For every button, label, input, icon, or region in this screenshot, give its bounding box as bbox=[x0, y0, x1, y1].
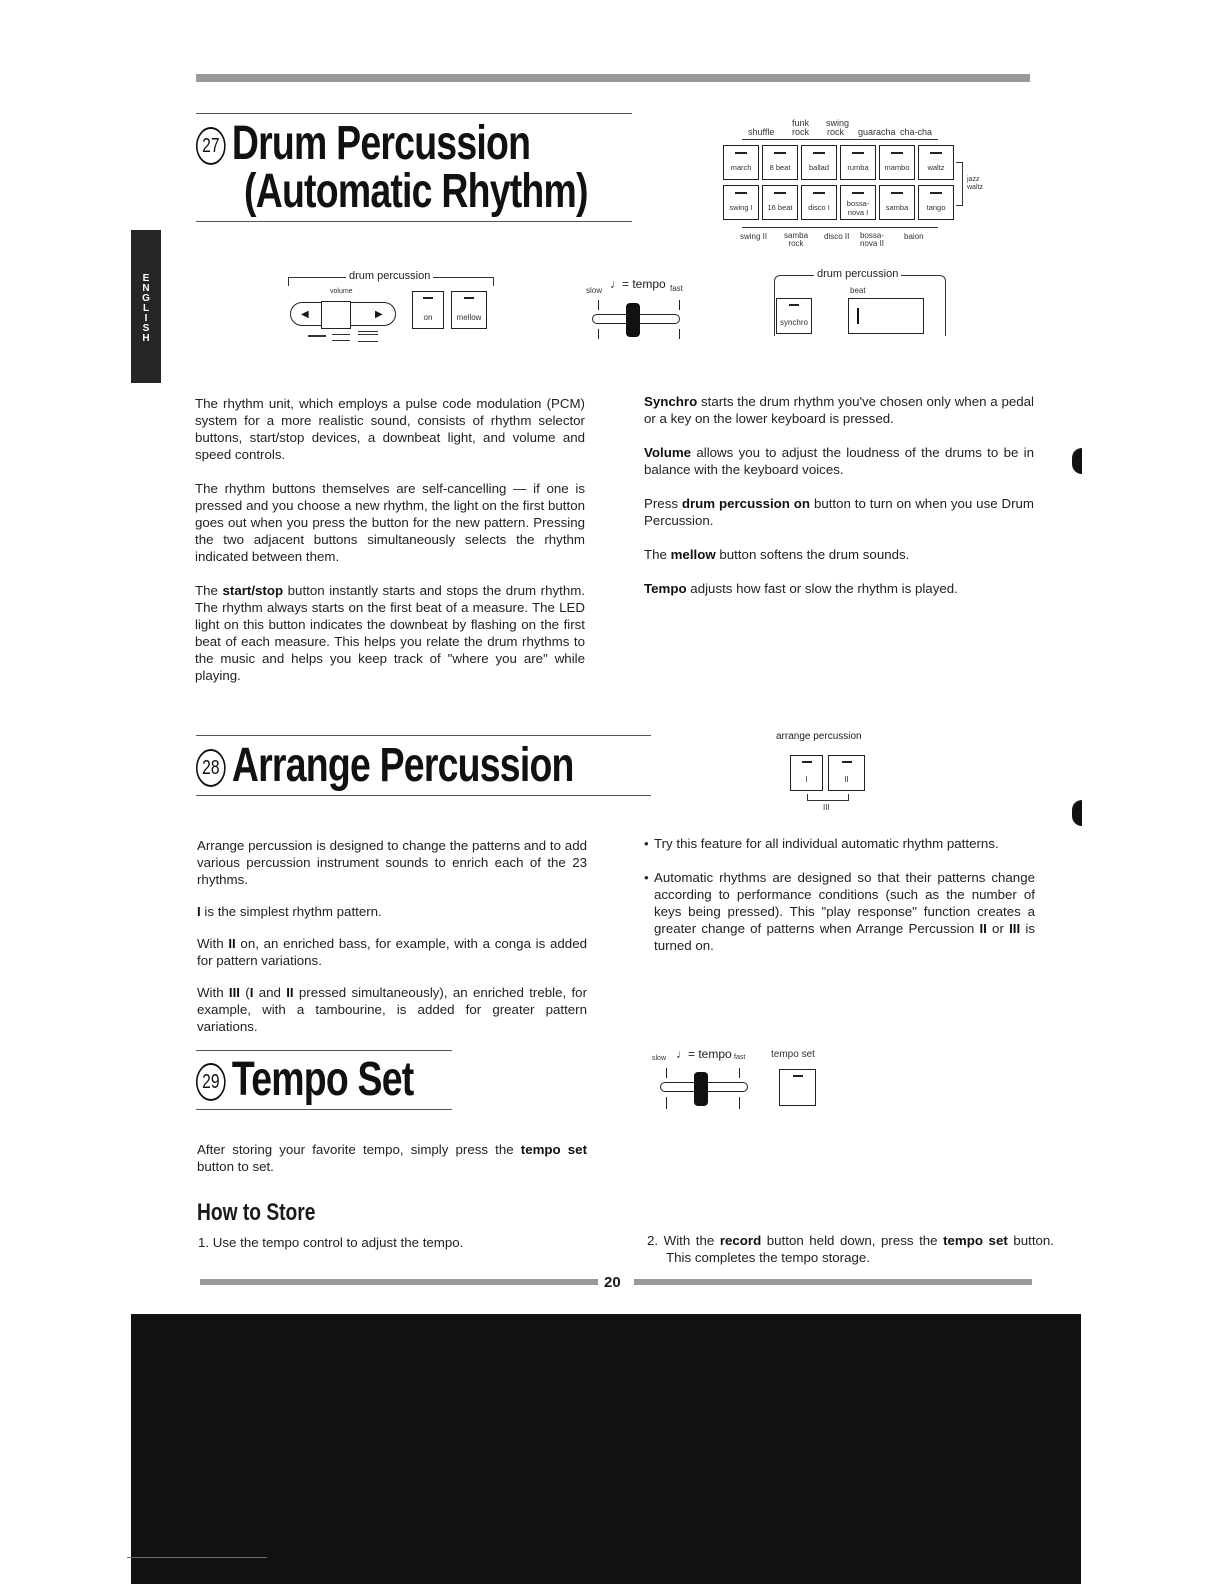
language-tab bbox=[131, 230, 161, 383]
language-tab-letter: S bbox=[142, 323, 150, 334]
synchro-panel-title: drum percussion bbox=[814, 268, 901, 280]
bottom-label: bossa- nova II bbox=[860, 231, 885, 248]
volume-down-icon[interactable]: ◀ bbox=[301, 309, 309, 320]
synchro-button[interactable]: synchro bbox=[776, 298, 812, 334]
paragraph: The rhythm buttons themselves are self-cancelling — if one is pressed and you choose a new rhythm, the light on the first button goes out when you press the button for the new pattern. Pressing the two adjacent buttons simultaneously selects the rhythm indicated between them. bbox=[195, 481, 585, 564]
drum-percussion-on-button[interactable]: on bbox=[412, 291, 444, 329]
section-number: 28 bbox=[196, 749, 226, 787]
tempo-set-button[interactable] bbox=[779, 1069, 816, 1106]
volume-up-icon[interactable]: ▶ bbox=[375, 309, 383, 320]
slow-label: slow bbox=[652, 1055, 667, 1062]
arrange-combined-label: III bbox=[823, 803, 830, 812]
fast-label: fast bbox=[670, 284, 683, 293]
paragraph-drum-on: Press drum percussion on button to turn on when you use Drum Percussion. bbox=[644, 496, 1034, 528]
bullet-item: • Try this feature for all individual automatic rhythm patterns. bbox=[644, 836, 999, 851]
bottom-rule-bar bbox=[200, 1279, 598, 1285]
title-rule-top bbox=[196, 1050, 452, 1051]
paragraph: The rhythm unit, which employs a pulse code modulation (PCM) system for a more realistic sound, consists of rhythm selector buttons, start/stop devices, a downbeat light, and volume and speed controls. bbox=[195, 396, 585, 462]
rhythm-button-8beat[interactable]: 8 beat bbox=[762, 145, 798, 180]
fast-label: fast bbox=[734, 1054, 746, 1061]
language-tab-letter: I bbox=[144, 313, 148, 324]
drum-percussion-label: drum percussion bbox=[346, 270, 433, 282]
rhythm-button-bossa-nova-1[interactable]: bossa- nova I bbox=[840, 185, 876, 220]
bottom-label: swing II bbox=[740, 232, 768, 241]
section-number: 29 bbox=[196, 1063, 226, 1101]
language-tab-letter: G bbox=[142, 293, 150, 304]
section-27-title: 27 Drum Percussion bbox=[196, 116, 530, 171]
paragraph: With III (I and II pressed simultaneously), an enriched treble, for example, with a tambourine, is added for greater pattern variations. bbox=[197, 985, 588, 1034]
top-rule-bar bbox=[196, 74, 1030, 82]
top-label: swing bbox=[826, 118, 850, 128]
volume-control[interactable] bbox=[290, 302, 396, 326]
arrange-button-1[interactable]: I bbox=[790, 755, 823, 791]
section-28-left-text bbox=[197, 837, 587, 1035]
rhythm-button-tango[interactable]: tango bbox=[918, 185, 954, 220]
rhythm-button-samba[interactable]: samba bbox=[879, 185, 915, 220]
language-tab-letter: E bbox=[142, 273, 150, 284]
step-1: 1. Use the tempo control to adjust the tempo. bbox=[198, 1235, 464, 1250]
tempo-slider-panel-2 bbox=[652, 1045, 762, 1115]
paragraph-start-stop: The start/stop button instantly starts and stops the drum rhythm. The rhythm always starts on the first beat of a measure. The LED light on this button indicates the downbeat by flashing on the first beat of each measure. This helps you relate the drum rhythms to the music and helps you keep track of "where you are" while playing. bbox=[195, 583, 586, 683]
drum-percussion-panel bbox=[286, 268, 496, 350]
title-rule-top bbox=[196, 113, 632, 114]
language-tab-letter: N bbox=[142, 283, 150, 294]
margin-tab-mark bbox=[1072, 800, 1082, 826]
paragraph: Arrange percussion is designed to change the patterns and to add various percussion instrument sounds to enrich each of the 23 rhythms. bbox=[197, 838, 587, 887]
title-rule-bottom bbox=[196, 1109, 452, 1110]
arrange-percussion-label: arrange percussion bbox=[776, 731, 862, 742]
language-tab-letter: H bbox=[142, 333, 150, 344]
bottom-label: disco II bbox=[824, 232, 850, 241]
volume-label: volume bbox=[330, 288, 353, 295]
how-to-store-heading: How to Store bbox=[197, 1199, 316, 1226]
top-label: shuffle bbox=[748, 127, 775, 137]
page-number: 20 bbox=[604, 1274, 621, 1291]
paragraph: I is the simplest rhythm pattern. bbox=[197, 904, 382, 919]
section-27-left-text bbox=[195, 395, 585, 684]
scan-dark-area bbox=[131, 1314, 1081, 1584]
margin-tab-mark bbox=[1072, 448, 1082, 474]
tempo-label: ♩= tempo bbox=[610, 277, 666, 291]
side-label: jazz waltz bbox=[967, 176, 983, 191]
synchro-panel bbox=[772, 266, 948, 341]
paragraph-volume: Volume allows you to adjust the loudness of the drums to be in balance with the keyboard voices. bbox=[644, 445, 1034, 477]
top-label: funk bbox=[792, 118, 810, 128]
paragraph: With II on, an enriched bass, for example, with a conga is added for pattern variations. bbox=[197, 936, 587, 968]
arrange-button-2[interactable]: II bbox=[828, 755, 865, 791]
title-rule-bottom bbox=[196, 795, 651, 796]
rhythm-button-disco-1[interactable]: disco I bbox=[801, 185, 837, 220]
arrange-percussion-panel bbox=[776, 730, 896, 820]
paragraph: After storing your favorite tempo, simply press the tempo set button to set. bbox=[197, 1142, 587, 1174]
title-rule-bottom bbox=[196, 221, 632, 222]
rhythm-button-waltz[interactable]: waltz bbox=[918, 145, 954, 180]
rhythm-button-ballad[interactable]: ballad bbox=[801, 145, 837, 180]
top-label: cha-cha bbox=[900, 127, 933, 137]
bullet-item: • Automatic rhythms are designed so that their patterns change according to performance conditions (such as the number of keys being pressed). This "play response" function creates a greater change of patterns when Arrange Percussion II or III is turned on. bbox=[644, 870, 1035, 953]
section-number: 27 bbox=[196, 127, 226, 165]
mellow-button[interactable]: mellow bbox=[451, 291, 487, 329]
paragraph-synchro: Synchro starts the drum rhythm you've chosen only when a pedal or a key on the lower keyboard is pressed. bbox=[644, 394, 1034, 426]
top-label: guaracha bbox=[858, 127, 896, 137]
tempo-label: ♩= tempo bbox=[676, 1047, 732, 1061]
bottom-rule-bar bbox=[634, 1279, 1032, 1285]
rhythm-button-swing-1[interactable]: swing I bbox=[723, 185, 759, 220]
beat-indicator bbox=[848, 298, 924, 334]
slow-label: slow bbox=[586, 286, 603, 295]
rhythm-button-16beat[interactable]: 16 beat bbox=[762, 185, 798, 220]
beat-label: beat bbox=[850, 286, 866, 295]
bottom-label: samba rock bbox=[784, 231, 809, 248]
section-28-right-text bbox=[644, 835, 1035, 954]
title-rule-top bbox=[196, 735, 651, 736]
section-28-title: 28 Arrange Percussion bbox=[196, 738, 574, 793]
rhythm-button-march[interactable]: march bbox=[723, 145, 759, 180]
rhythm-selector-diagram bbox=[720, 112, 990, 252]
section-27-right-text bbox=[644, 393, 1034, 597]
rhythm-button-mambo[interactable]: mambo bbox=[879, 145, 915, 180]
tempo-set-label: tempo set bbox=[771, 1049, 815, 1060]
tempo-slider-panel bbox=[584, 275, 694, 345]
section-27-subtitle: (Automatic Rhythm) bbox=[244, 165, 588, 218]
rhythm-button-rumba[interactable]: rumba bbox=[840, 145, 876, 180]
top-label: rock bbox=[792, 127, 810, 137]
step-2: 2. With the record button held down, press the tempo set button. This completes the tempo storage. bbox=[647, 1233, 1054, 1265]
language-tab-letter: L bbox=[142, 303, 150, 314]
paragraph-mellow: The mellow button softens the drum sounds. bbox=[644, 547, 910, 562]
link-underline bbox=[127, 1557, 267, 1558]
paragraph-tempo: Tempo adjusts how fast or slow the rhythm is played. bbox=[644, 581, 958, 596]
top-label: rock bbox=[827, 127, 845, 137]
bottom-label: baion bbox=[904, 232, 924, 241]
section-29-title: 29 Tempo Set bbox=[196, 1052, 413, 1107]
